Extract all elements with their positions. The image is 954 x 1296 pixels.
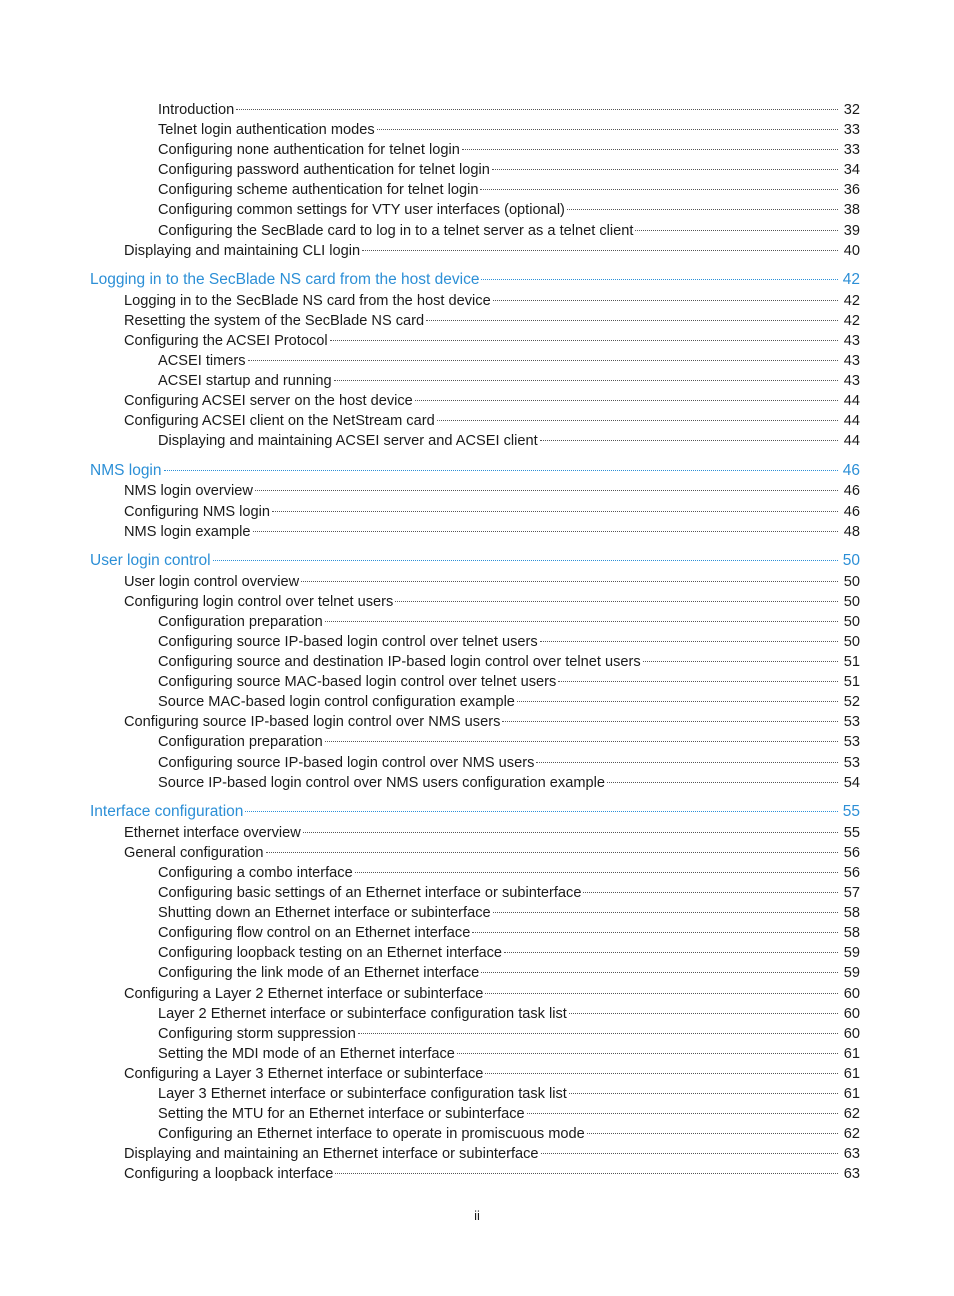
toc-page-number: 42 [842, 271, 860, 289]
toc-entry-title: Configuring source IP-based login control over telnet users [158, 634, 538, 651]
dot-leader [485, 993, 838, 994]
toc-entry-title: NMS login example [124, 523, 251, 540]
toc-page-number: 60 [843, 1025, 860, 1042]
toc-entry-link[interactable] [0, 863, 954, 883]
dot-leader [457, 1053, 838, 1054]
toc-entry-link[interactable] [0, 331, 954, 351]
dot-leader [569, 1013, 838, 1014]
toc-entry-link[interactable] [0, 351, 954, 371]
toc-page-number: 46 [843, 503, 860, 520]
toc-entry-link[interactable] [0, 200, 954, 220]
toc-page-number: 38 [843, 202, 860, 219]
toc-entry-link[interactable] [0, 984, 954, 1004]
dot-leader [355, 872, 838, 873]
toc-entry-title: Configuring flow control on an Ethernet interface [158, 925, 471, 942]
dot-leader [325, 621, 838, 622]
toc-entry-title: Layer 3 Ethernet interface or subinterface configuration task list [158, 1085, 567, 1102]
dot-leader [272, 511, 838, 512]
dot-leader [415, 400, 838, 401]
toc-entry-link[interactable] [0, 712, 954, 732]
toc-entry-link[interactable] [0, 522, 954, 542]
toc-page-number: 44 [843, 393, 860, 410]
toc-page-number: 50 [842, 552, 860, 570]
toc-page-number: 51 [843, 674, 860, 691]
toc-entry-title: User login control [90, 552, 211, 570]
dot-leader [587, 1133, 838, 1134]
toc-page-number: 60 [843, 1005, 860, 1022]
toc-page-number: 50 [843, 634, 860, 651]
dot-leader [527, 1113, 838, 1114]
toc-entry-title: Configuring a combo interface [158, 864, 353, 881]
toc-entry-link[interactable] [0, 592, 954, 612]
toc-entry-link[interactable] [0, 692, 954, 712]
toc-entry-title: Configuring a loopback interface [124, 1166, 334, 1183]
toc-entry-title: Configuring NMS login [124, 503, 271, 520]
toc-entry-link[interactable] [0, 160, 954, 180]
toc-entry-link[interactable] [0, 371, 954, 391]
toc-entry-link[interactable] [0, 672, 954, 692]
toc-entry-title: Layer 2 Ethernet interface or subinterface configuration task list [158, 1005, 567, 1022]
toc-section-link[interactable] [0, 551, 954, 572]
toc-entry-title: Logging in to the SecBlade NS card from the host device [90, 271, 480, 289]
toc-entry-link[interactable] [0, 732, 954, 752]
toc-entry-title: Source MAC-based login control configuration example [158, 694, 515, 711]
toc-entry-link[interactable] [0, 823, 954, 843]
toc-page-number: 60 [843, 985, 860, 1002]
toc-entry-link[interactable] [0, 652, 954, 672]
toc-entry-title: General configuration [124, 844, 264, 861]
dot-leader [462, 149, 838, 150]
toc-page-number: 58 [843, 925, 860, 942]
toc-page-number: 33 [843, 122, 860, 139]
toc-entry-link[interactable] [0, 431, 954, 451]
dot-leader [502, 721, 838, 722]
toc-entry-link[interactable] [0, 241, 954, 261]
dot-leader [536, 762, 838, 763]
toc-page-number: 33 [843, 142, 860, 159]
dot-leader [569, 1093, 838, 1094]
dot-leader [301, 581, 838, 582]
dot-leader [583, 892, 838, 893]
toc-entry-link[interactable] [0, 963, 954, 983]
toc-entry-link[interactable] [0, 1144, 954, 1164]
dot-leader [255, 490, 838, 491]
toc-entry-title: Setting the MTU for an Ethernet interface or subinterface [158, 1106, 525, 1123]
toc-page-number: 61 [843, 1065, 860, 1082]
toc-entry-link[interactable] [0, 1064, 954, 1084]
toc-entry-link[interactable] [0, 612, 954, 632]
toc-entry-title: Configuring loopback testing on an Ethernet interface [158, 945, 502, 962]
dot-leader [253, 531, 838, 532]
dot-leader [540, 641, 838, 642]
toc-entry-title: Configuring the SecBlade card to log in to a telnet server as a telnet client [158, 222, 634, 239]
toc-page-number: 53 [843, 734, 860, 751]
toc-entry-title: Ethernet interface overview [124, 824, 301, 841]
toc-entry-link[interactable] [0, 1124, 954, 1144]
toc-entry-link[interactable] [0, 140, 954, 160]
dot-leader [437, 420, 838, 421]
toc-page-number: 62 [843, 1106, 860, 1123]
dot-leader [567, 209, 838, 210]
toc-page-number: 36 [843, 182, 860, 199]
toc-section-link[interactable] [0, 802, 954, 823]
dot-leader [492, 169, 838, 170]
toc-entry-link[interactable] [0, 1044, 954, 1064]
toc-entry-title: NMS login [90, 461, 162, 479]
toc-page-number: 42 [843, 312, 860, 329]
toc-page-number: 61 [843, 1045, 860, 1062]
toc-page-number: 63 [843, 1146, 860, 1163]
toc-page-number: 50 [843, 613, 860, 630]
dot-leader [493, 912, 838, 913]
toc-entry-title: Configuring common settings for VTY user interfaces (optional) [158, 202, 565, 219]
dot-leader [164, 470, 839, 471]
dot-leader [395, 601, 838, 602]
toc-page-number: 43 [843, 353, 860, 370]
dot-leader [377, 129, 838, 130]
toc-entry-link[interactable] [0, 572, 954, 592]
toc-entry-title: Configuring source MAC-based login control over telnet users [158, 674, 557, 691]
toc-entry-link[interactable] [0, 883, 954, 903]
toc-entry-title: ACSEI startup and running [158, 373, 332, 390]
dot-leader [541, 1153, 838, 1154]
toc-page-number: 34 [843, 162, 860, 179]
dot-leader [358, 1033, 838, 1034]
toc-entry-link[interactable] [0, 180, 954, 200]
toc-entry-title: Configuring password authentication for telnet login [158, 162, 490, 179]
toc-entry-title: User login control overview [124, 573, 300, 590]
toc-page-number: 56 [843, 864, 860, 881]
toc-entry-link[interactable] [0, 221, 954, 241]
toc-entry-title: Configuring ACSEI server on the host device [124, 393, 413, 410]
toc-page-number: 48 [843, 523, 860, 540]
toc-entry-link[interactable] [0, 502, 954, 522]
toc-entry-title: Displaying and maintaining CLI login [124, 242, 361, 259]
toc-page-number: 63 [843, 1166, 860, 1183]
toc-page-number: 53 [843, 714, 860, 731]
toc-page-number: 50 [843, 593, 860, 610]
toc-page-number: 46 [842, 461, 860, 479]
toc-entry-link[interactable] [0, 411, 954, 431]
toc-entry-link[interactable] [0, 311, 954, 331]
dot-leader [325, 741, 838, 742]
toc-page-number: 53 [843, 754, 860, 771]
dot-leader [481, 972, 838, 973]
toc-entry-title: Configuring ACSEI client on the NetStream card [124, 413, 435, 430]
toc-entry-title: Logging in to the SecBlade NS card from the host device [124, 292, 491, 309]
toc-entry-link[interactable] [0, 923, 954, 943]
toc-page-number: 57 [843, 885, 860, 902]
toc-page-number: 61 [843, 1085, 860, 1102]
dot-leader [504, 952, 838, 953]
dot-leader [245, 811, 838, 812]
toc-entry-title: Configuration preparation [158, 613, 323, 630]
toc-page-number: 42 [843, 292, 860, 309]
dot-leader [248, 360, 838, 361]
toc-entry-link[interactable] [0, 291, 954, 311]
toc-page-number: 44 [843, 433, 860, 450]
toc-entry-link[interactable] [0, 843, 954, 863]
toc-section-link[interactable] [0, 270, 954, 291]
toc-page-number: 59 [843, 945, 860, 962]
toc-entry-link[interactable] [0, 632, 954, 652]
toc-entry-title: Configuring a Layer 3 Ethernet interface or subinterface [124, 1065, 484, 1082]
toc-page-number: 39 [843, 222, 860, 239]
toc-entry-title: Configuring login control over telnet users [124, 593, 394, 610]
toc-page-number: 43 [843, 332, 860, 349]
toc-entry-title: Shutting down an Ethernet interface or subinterface [158, 905, 491, 922]
toc-entry-link[interactable] [0, 1104, 954, 1124]
dot-leader [635, 230, 838, 231]
toc-entry-title: Configuration preparation [158, 734, 323, 751]
toc-entry-title: Configuring a Layer 2 Ethernet interface or subinterface [124, 985, 484, 1002]
toc-entry-title: Configuring source IP-based login control over NMS users [124, 714, 501, 731]
dot-leader [330, 340, 838, 341]
page-number: ii [474, 1208, 480, 1223]
dot-leader [643, 661, 838, 662]
toc-entry-title: Configuring the ACSEI Protocol [124, 332, 328, 349]
dot-leader [213, 560, 838, 561]
dot-leader [266, 852, 838, 853]
toc-entry-link[interactable] [0, 753, 954, 773]
toc-page-number: 55 [843, 824, 860, 841]
toc-entry-title: Interface configuration [90, 803, 244, 821]
toc-entry-title: Source IP-based login control over NMS users configuration example [158, 774, 605, 791]
toc-page-number: 58 [843, 905, 860, 922]
toc-page-number: 44 [843, 413, 860, 430]
toc-entry-title: Configuring scheme authentication for telnet login [158, 182, 479, 199]
toc-entry-title: NMS login overview [124, 483, 253, 500]
toc-entry-title: Displaying and maintaining ACSEI server and ACSEI client [158, 433, 538, 450]
toc-entry-link[interactable] [0, 1164, 954, 1184]
toc-entry-link[interactable] [0, 773, 954, 793]
dot-leader [481, 279, 838, 280]
toc-page-number: 52 [843, 694, 860, 711]
toc-entry-title: Configuring basic settings of an Ethernet interface or subinterface [158, 885, 582, 902]
toc-page-number: 40 [843, 242, 860, 259]
dot-leader [303, 832, 838, 833]
toc-page-number: 51 [843, 654, 860, 671]
toc-entry-title: Displaying and maintaining an Ethernet interface or subinterface [124, 1146, 539, 1163]
dot-leader [558, 681, 838, 682]
dot-leader [236, 109, 838, 110]
toc-page-number: 62 [843, 1126, 860, 1143]
dot-leader [334, 380, 838, 381]
toc-entry-link[interactable] [0, 100, 954, 120]
toc-section-link[interactable] [0, 461, 954, 482]
toc-page-number: 55 [842, 803, 860, 821]
toc-page-number: 59 [843, 965, 860, 982]
toc-entry-title: Telnet login authentication modes [158, 122, 375, 139]
toc-entry-title: Configuring source IP-based login control over NMS users [158, 754, 535, 771]
toc-entry-link[interactable] [0, 120, 954, 140]
toc-entry-title: Configuring the link mode of an Ethernet interface [158, 965, 480, 982]
toc-page-number: 32 [843, 102, 860, 118]
dot-leader [480, 189, 838, 190]
toc-entry-link[interactable] [0, 391, 954, 411]
dot-leader [607, 782, 838, 783]
dot-leader [426, 320, 838, 321]
dot-leader [493, 300, 838, 301]
toc-entry-title: Configuring none authentication for telnet login [158, 142, 460, 159]
toc-page-number: 50 [843, 573, 860, 590]
toc-entry-link[interactable] [0, 481, 954, 501]
toc-page-number: 43 [843, 373, 860, 390]
toc-entry-title: Setting the MDI mode of an Ethernet interface [158, 1045, 455, 1062]
toc-page-number: 46 [843, 483, 860, 500]
toc-entry-link[interactable] [0, 1004, 954, 1024]
toc-page-number: 54 [843, 774, 860, 791]
dot-leader [485, 1073, 838, 1074]
dot-leader [540, 440, 838, 441]
toc-entry-link[interactable] [0, 943, 954, 963]
toc-entry-link[interactable] [0, 903, 954, 923]
dot-leader [362, 250, 838, 251]
toc-entry-title: Resetting the system of the SecBlade NS card [124, 312, 425, 329]
toc-entry-link[interactable] [0, 1024, 954, 1044]
toc-entry-title: Configuring source and destination IP-based login control over telnet users [158, 654, 641, 671]
toc-entry-link[interactable] [0, 1084, 954, 1104]
dot-leader [517, 701, 838, 702]
dot-leader [335, 1173, 838, 1174]
table-of-contents [0, 100, 954, 1184]
dot-leader [472, 932, 838, 933]
toc-entry-title: Configuring an Ethernet interface to operate in promiscuous mode [158, 1126, 585, 1143]
toc-page-number: 56 [843, 844, 860, 861]
toc-entry-title: Configuring storm suppression [158, 1025, 356, 1042]
toc-entry-title: Introduction [158, 102, 235, 118]
toc-entry-title: ACSEI timers [158, 353, 246, 370]
